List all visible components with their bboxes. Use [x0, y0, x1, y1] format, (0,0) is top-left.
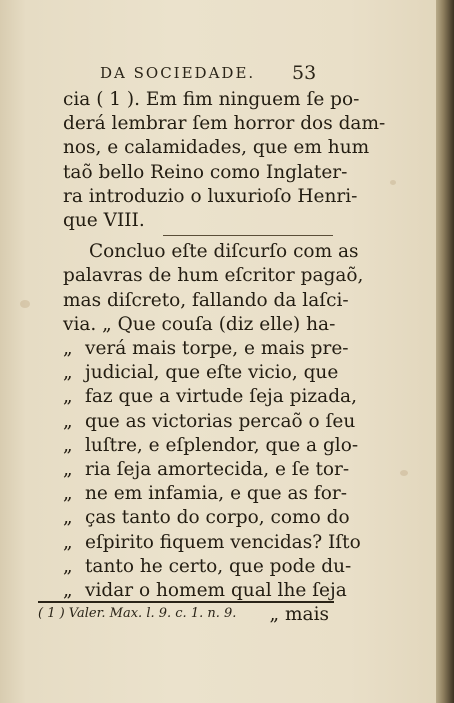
quoted-line: [63, 506, 350, 530]
text-line: que VIII.: [63, 210, 145, 232]
quoted-line: [63, 579, 347, 603]
paragraph-rule: [163, 235, 333, 236]
quoted-line: [63, 434, 359, 458]
quote-marker: „: [63, 434, 73, 456]
quoted-text: luſtre, e eſplendor, que a glo-: [85, 434, 359, 456]
quote-marker: „: [63, 580, 73, 602]
quoted-text: eſpirito fiquem vencidas? Iſto: [85, 531, 361, 553]
quoted-line: [63, 385, 357, 409]
paper-stain: [390, 180, 396, 185]
text-line: palavras de hum eſcritor pagaõ,: [63, 265, 364, 287]
footnote-rule: [38, 601, 334, 603]
quoted-line: [63, 410, 356, 434]
quoted-line: [63, 337, 349, 361]
quoted-text: ças tanto do corpo, como do: [85, 507, 350, 529]
paper-stain: [20, 300, 30, 308]
page-number: 53: [292, 62, 317, 84]
page-edge: [436, 0, 454, 703]
quote-marker: „: [63, 386, 73, 408]
quoted-text: verá mais torpe, e mais pre-: [85, 338, 349, 360]
quoted-line: [63, 361, 339, 385]
quoted-text: ria ſeja amortecida, e ſe tor-: [85, 459, 350, 481]
quote-marker: „: [63, 459, 73, 481]
quote-marker: „: [63, 531, 73, 553]
text-line: Concluo eſte diſcurſo com as: [89, 241, 359, 263]
quoted-text: vidar o homem qual lhe ſeja: [85, 580, 347, 602]
quote-marker: „: [63, 410, 73, 432]
text-line: ra introduzio o luxurioſo Henri-: [63, 185, 358, 207]
text-line: derá lembrar ſem horror dos dam-: [63, 113, 386, 135]
quoted-line: [63, 482, 347, 506]
quoted-line: [63, 458, 350, 482]
text-line: via. „ Que couſa (diz elle) ha-: [63, 313, 336, 335]
paper-stain: [400, 470, 408, 476]
text-line: nos, e calamidades, que em hum: [63, 137, 370, 159]
body-text: [63, 88, 386, 627]
quote-marker: „: [63, 338, 73, 360]
running-head: DA SOCIEDADE.: [100, 64, 256, 82]
quoted-line: [63, 531, 361, 555]
quoted-line: [63, 555, 352, 579]
quoted-text: judicial, que eſte vicio, que: [85, 362, 339, 384]
footnote: ( 1 ) Valer. Max. l. 9. c. 1. n. 9.: [38, 606, 237, 621]
text-line: taõ bello Reino como Inglater-: [63, 161, 348, 183]
quote-marker: „: [63, 362, 73, 384]
text-line: mas diſcreto, fallando da laſci-: [63, 289, 349, 311]
quoted-text: que as victorias percaõ o ſeu: [85, 410, 356, 432]
quote-marker: „: [63, 507, 73, 529]
quote-marker: „: [63, 555, 73, 577]
quote-marker: „: [63, 483, 73, 505]
text-line: cia ( 1 ). Em fim ninguem ſe po-: [63, 89, 360, 110]
quoted-text: faz que a virtude ſeja pizada,: [85, 386, 357, 408]
quoted-text: tanto he certo, que pode du-: [85, 555, 352, 577]
catchword: „ mais: [269, 604, 329, 626]
quoted-text: ne em infamia, e que as for-: [85, 483, 347, 505]
